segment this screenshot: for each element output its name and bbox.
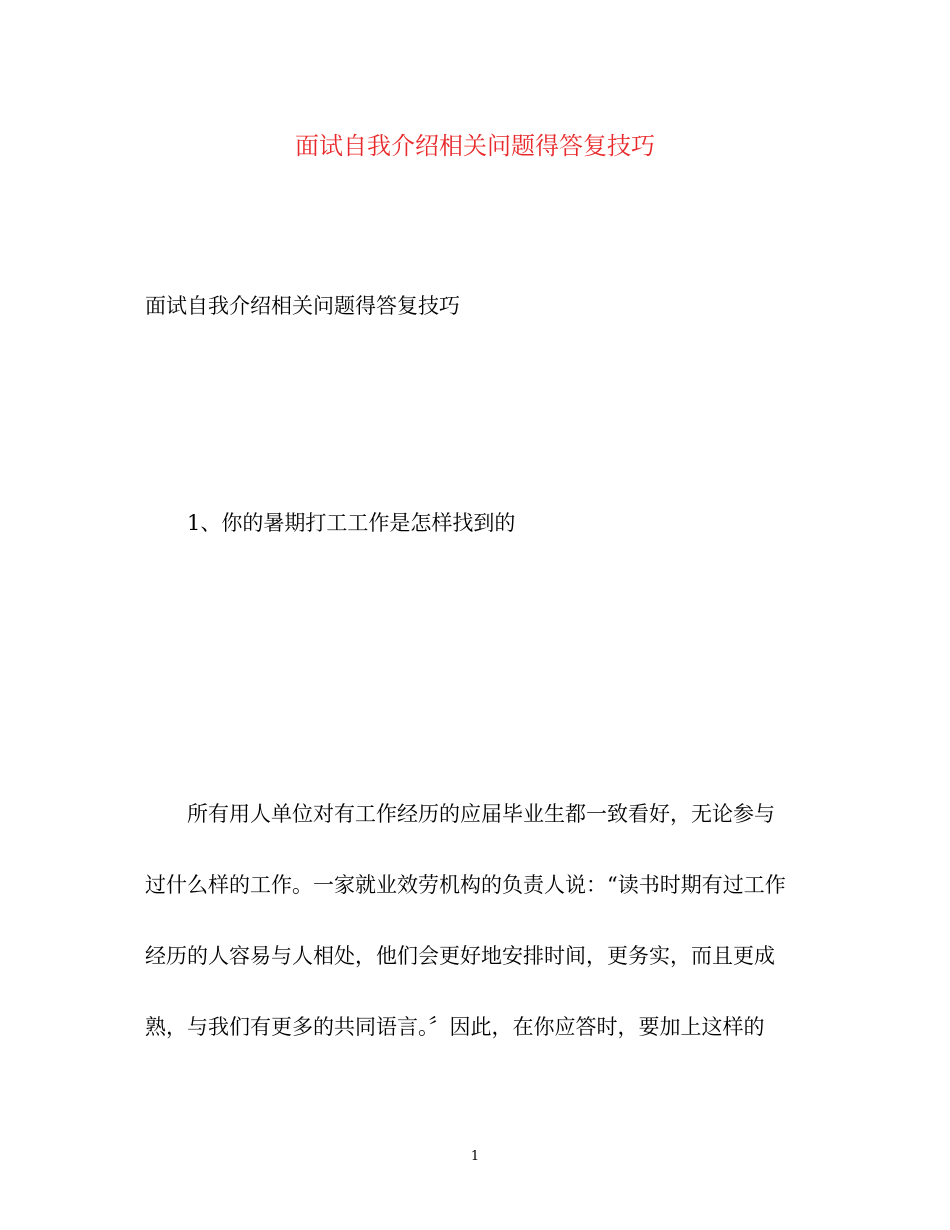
paragraph-line: 熟，与我们有更多的共同语言。〞因此，在你应答时，要加上这样的 <box>145 1015 765 1039</box>
page-number: 1 <box>470 1149 480 1164</box>
document-subtitle: 面试自我介绍相关问题得答复技巧 <box>145 294 460 318</box>
paragraph-line: 所有用人单位对有工作经历的应届毕业生都一致看好，无论参与 <box>187 802 775 826</box>
paragraph-line: 过什么样的工作。一家就业效劳机构的负责人说：“读书时期有过工作 <box>145 873 786 897</box>
document-title: 面试自我介绍相关问题得答复技巧 <box>295 132 655 160</box>
question-heading: 1、你的暑期打工工作是怎样找到的 <box>187 511 516 535</box>
paragraph-line: 经历的人容易与人相处，他们会更好地安排时间，更务实，而且更成 <box>145 944 775 968</box>
